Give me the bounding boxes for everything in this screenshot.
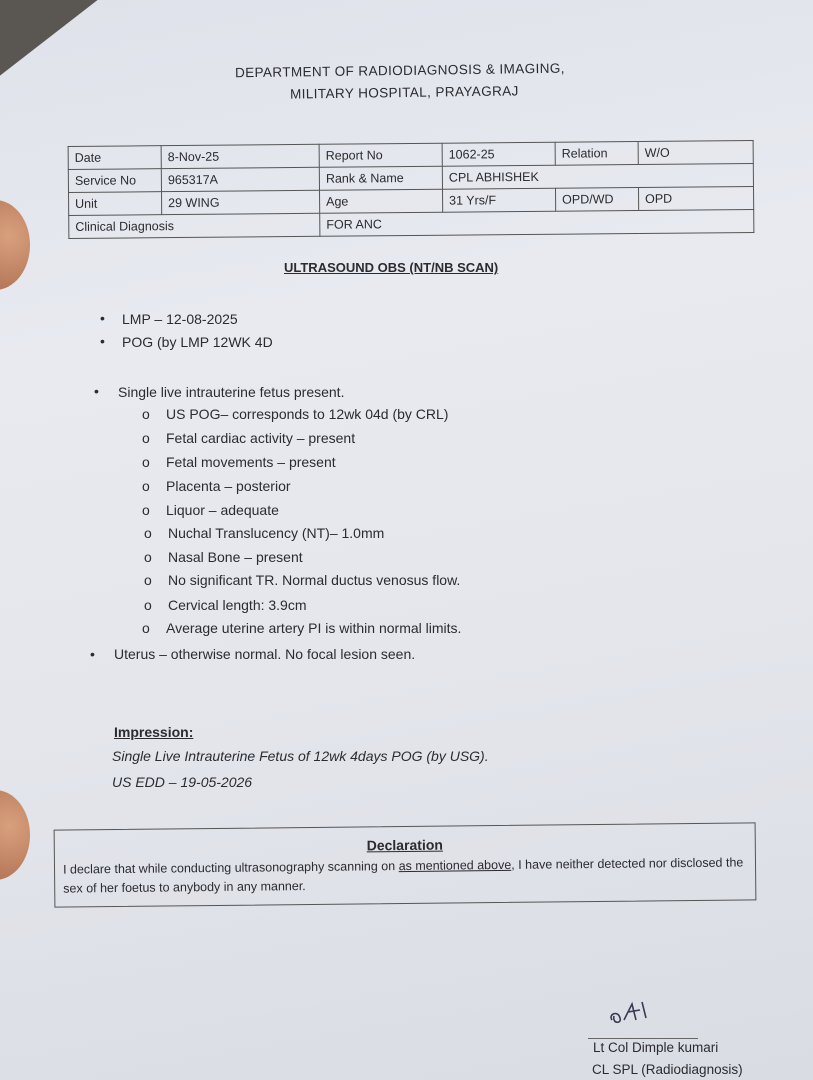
date-value: 8-Nov-25 xyxy=(161,144,319,168)
finding-item: Fetal cardiac activity – present xyxy=(166,430,356,446)
finding-item: Average uterine artery PI is within normal limits. xyxy=(166,620,462,636)
finding-item: Cervical length: 3.9cm xyxy=(168,597,307,613)
circle-bullet-icon: o xyxy=(142,502,150,518)
finding-item: Nuchal Translucency (NT)– 1.0mm xyxy=(168,525,385,541)
report-no-value: 1062-25 xyxy=(442,142,555,166)
patient-info-table xyxy=(68,140,755,239)
rank-name-value: CPL ABHISHEK xyxy=(442,164,753,190)
age-label: Age xyxy=(320,189,443,213)
circle-bullet-icon: o xyxy=(144,549,152,565)
circle-bullet-icon: o xyxy=(142,430,150,446)
finding-item: Fetal movements – present xyxy=(166,454,336,470)
circle-bullet-icon: o xyxy=(144,525,152,541)
finding-item: No significant TR. Normal ductus venosus flow. xyxy=(168,572,461,588)
declaration-text xyxy=(63,853,747,898)
signature-line xyxy=(588,1038,698,1039)
declaration-link-text: as mentioned above xyxy=(398,857,512,874)
relation-label: Relation xyxy=(555,142,638,166)
lmp-line: LMP – 12-08-2025 xyxy=(122,311,238,327)
impression-line1: Single Live Intrauterine Fetus of 12wk 4days POG (by USG). xyxy=(112,748,489,764)
main-finding: Single live intrauterine fetus present. xyxy=(118,384,345,400)
rank-name-label: Rank & Name xyxy=(319,166,442,190)
finding-item: Liquor – adequate xyxy=(166,502,279,518)
opd-wd-value: OPD xyxy=(638,187,753,211)
circle-bullet-icon: o xyxy=(142,620,150,636)
dept-header-line2: MILITARY HOSPITAL, PRAYAGRAJ xyxy=(289,83,519,102)
declaration-text-end: , I have neither detected nor disclosed the sex of her foetus to anybody in any manner. xyxy=(63,855,744,896)
signatory-name: Lt Col Dimple kumari xyxy=(593,1040,719,1055)
clinical-diagnosis-label: Clinical Diagnosis xyxy=(69,213,320,238)
signatory-title: CL SPL (Radiodiagnosis) xyxy=(592,1062,743,1077)
impression-edd: US EDD – 19-05-2026 xyxy=(112,774,253,790)
relation-value: W/O xyxy=(638,141,753,165)
bullet-dot-icon: • xyxy=(94,383,99,399)
bullet-dot-icon: • xyxy=(100,310,105,326)
impression-heading: Impression: xyxy=(114,724,194,740)
date-label: Date xyxy=(68,146,161,170)
circle-bullet-icon: o xyxy=(144,572,152,588)
uterus-line: Uterus – otherwise normal. No focal lesion seen. xyxy=(114,646,416,662)
signature-scribble-icon xyxy=(606,996,666,1032)
finding-item: Placenta – posterior xyxy=(166,478,291,494)
declaration-text-start: I declare that while conducting ultrasonography scanning on xyxy=(62,859,399,877)
circle-bullet-icon: o xyxy=(142,406,150,422)
finding-item: US POG– corresponds to 12wk 04d (by CRL) xyxy=(166,406,449,422)
service-no-label: Service No xyxy=(68,169,161,193)
declaration-title: Declaration xyxy=(366,836,443,854)
report-no-label: Report No xyxy=(319,143,442,167)
age-value: 31 Yrs/F xyxy=(442,188,555,212)
circle-bullet-icon: o xyxy=(142,454,150,470)
declaration-box xyxy=(54,822,757,907)
clinical-diagnosis-value: FOR ANC xyxy=(320,210,754,237)
service-no-value: 965317A xyxy=(161,167,319,191)
bullet-dot-icon: • xyxy=(90,646,95,662)
report-title: ULTRASOUND OBS (NT/NB SCAN) xyxy=(284,260,499,275)
finding-item: Nasal Bone – present xyxy=(168,549,303,565)
circle-bullet-icon: o xyxy=(144,597,152,613)
opd-wd-label: OPD/WD xyxy=(555,188,638,212)
unit-label: Unit xyxy=(69,192,162,216)
bullet-dot-icon: • xyxy=(100,333,105,349)
circle-bullet-icon: o xyxy=(142,478,150,494)
unit-value: 29 WING xyxy=(162,190,320,214)
pog-lmp-line: POG (by LMP 12WK 4D xyxy=(122,334,273,350)
dept-header-line1: DEPARTMENT OF RADIODIAGNOSIS & IMAGING, xyxy=(234,60,565,81)
